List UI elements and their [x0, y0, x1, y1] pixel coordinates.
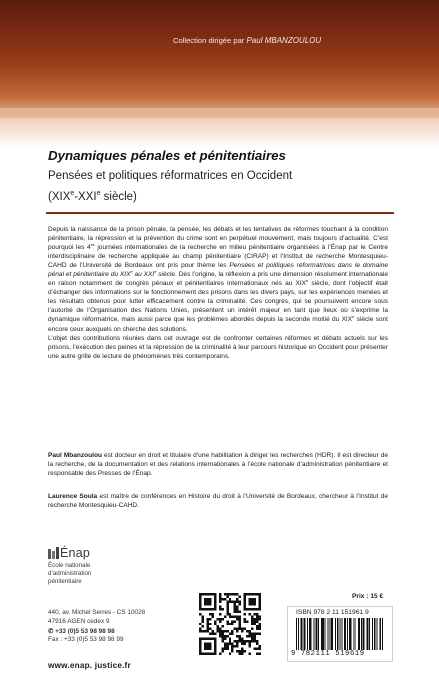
desc-sup-3: e	[306, 278, 309, 284]
fax-number: Fax : +33 (0)5 53 98 98 99	[48, 636, 124, 643]
book-title: Dynamiques pénales et pénitentiaires	[48, 148, 286, 163]
period-close: siècle)	[100, 191, 137, 203]
author-1-name: Paul Mbanzoulou	[48, 452, 102, 459]
desc-part-1: Depuis la naissance de la prison pénale, la pensée, les débats et les tentatives de réformes touchant à la condition pénitentiaire, la répression et la prévention du crime sont en perpétuel mouvement, mais toujours d’actualité. C’est pourquoi les 4	[48, 226, 388, 252]
enap-logo-line-2: d’administration	[48, 570, 92, 577]
book-period	[48, 191, 137, 203]
author-1-text: est docteur en droit et titulaire d’une habilitation à diriger les recherches (HDR). Il est directeur de la recherche, de la documentation et des relations internationales à l’école nationale d’administration pénitentiaire et responsable des Presses de l’Énap.	[48, 452, 389, 478]
desc-sup-4: e	[352, 314, 355, 320]
desc-italic-part-3: siècle	[156, 271, 176, 279]
barcode-panel	[287, 606, 393, 662]
desc-part-3: . Dès l’origine, la réflexion a pris une dimension résolument internationale en raison notamment de congrès pénaux et pénitentiaires internationaux nés au XIX	[48, 271, 388, 288]
barcode-digits: 9 782111 519619	[291, 650, 365, 658]
period-sup-2: e	[96, 190, 101, 198]
desc-italic-part-1: Pensées et politiques réformatrices dans le domaine pénal et pénitentiaire du XIX	[48, 262, 388, 279]
desc-part-6: L’objet des contributions réunies dans cet ouvrage est de confronter certaines réformes et débats actuels sur les prisons, l’exécution des peines et la répression de la criminalité à leur parcours historique en Occident pour présenter une autre grille de lecture de phénomènes très contemporains.	[48, 334, 388, 360]
desc-italic-sup-2: e	[154, 269, 157, 275]
enap-logo-line-3: pénitentiaire	[48, 578, 82, 585]
author-bio-1	[48, 451, 388, 478]
author-2-text: est maître de conférences en Histoire du droit à l’Université de Bordeaux, chercheur à l’Institut de recherche Montesquieu-CAHD.	[48, 493, 389, 510]
desc-italic-sup-1: e	[130, 269, 133, 275]
address-line-1: 440, av. Michel Serres - CS 10028	[48, 609, 146, 616]
desc-part-4: siècle, dont l’objectif était d’échanger des informations sur le fonctionnement des prisons dans les divers pays, sur les expériences menées et les résultats obtenus pour lutter efficacement contre la criminalité. Ces congrès, qui se poursuivent encore sous l’autorité de l’Organisation des Nations Unies, présentent un intérêt majeur en tant que lieux où s’exprime la dynamique réformatrice, mais aussi parce que les problèmes abordés depuis la seconde moitié du XIX	[48, 280, 388, 324]
title-rule	[46, 212, 394, 214]
enap-mark-icon	[48, 547, 59, 559]
desc-sup-1: es	[90, 241, 95, 247]
desc-italic-part-2: au XXI	[132, 271, 155, 279]
phone-number: ✆ +33 (0)5 53 98 98 98	[48, 628, 115, 635]
collection-line	[173, 36, 321, 45]
enap-logo	[48, 547, 118, 595]
barcode-icon	[296, 618, 384, 650]
price-label: Prix : 15 €	[352, 593, 384, 600]
period-open: (XIX	[48, 191, 71, 203]
isbn-text: ISBN 978 2 11 151961 9	[296, 609, 369, 616]
period-sup-1: e	[70, 190, 75, 198]
collection-prefix: Collection dirigée par	[173, 36, 245, 45]
author-2-name: Laurence Soula	[48, 493, 98, 500]
qr-code	[199, 593, 261, 655]
period-mid: -XXI	[74, 191, 97, 203]
collection-director: Paul MBANZOULOU	[246, 36, 322, 45]
book-subtitle: Pensées et politiques réformatrices en Occident	[48, 170, 293, 182]
header-band	[0, 0, 439, 118]
author-bio-2	[48, 492, 388, 510]
enap-logo-line-1: École nationale	[48, 562, 91, 569]
website-link[interactable]: www.enap. justice.fr	[48, 661, 131, 670]
description-text	[48, 225, 388, 361]
desc-part-5: siècle sont encore ceux auxquels on cherche des solutions.	[48, 316, 388, 333]
address-line-2: 47916 AGEN cedex 9	[48, 618, 110, 625]
desc-part-2: journées internationales de la recherche en milieu pénitentiaire organisées à l’Énap par le Centre interdisciplinaire de recherche appliquée au champ pénitentiaire (CIRAP) et l’Institut de recherche Montesquieu-CAHD de l’Université de Bordeaux ont pris pour thème les	[48, 244, 388, 270]
enap-logo-name: Énap	[60, 546, 90, 560]
